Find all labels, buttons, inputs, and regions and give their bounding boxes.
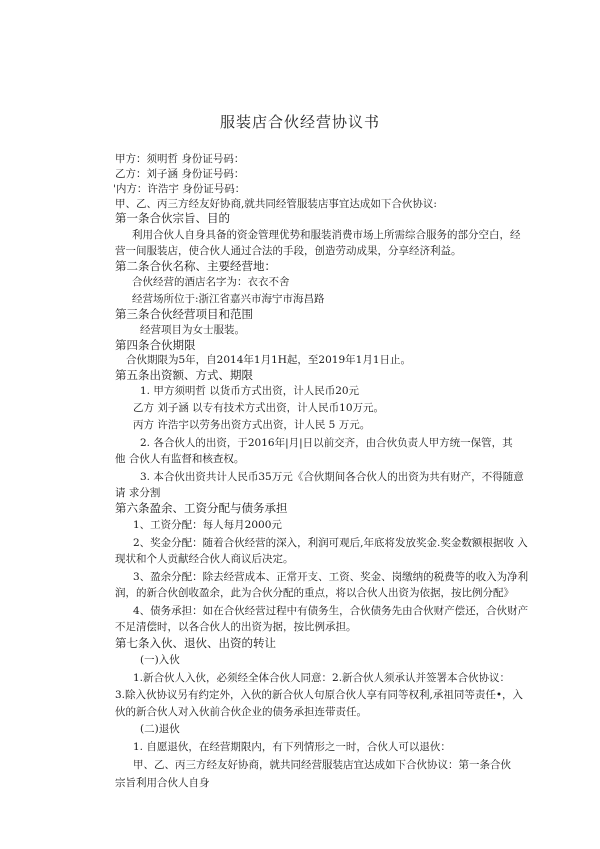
- article-6-text: 1、工资分配：每人每月2000元: [133, 519, 282, 531]
- article-4-heading: 第四条合伙期限: [115, 338, 196, 352]
- article-5-text: 他 合伙人有监督和核查权。: [115, 453, 245, 465]
- party-b-line: 乙方：刘子涵 身份证号码：: [115, 168, 245, 180]
- article-6-text: 润，的新合伙创收盈余，此为合伙分配的重点，将以合伙人出资为依据，按比例分配》: [115, 587, 514, 599]
- party-a-line: 甲方：须明哲 身份证号码：: [115, 153, 245, 165]
- article-4-text: 合伙期限为5年，自2014年1月1H起，至2019年1月1日止。: [126, 354, 412, 366]
- article-5-text: 1. 甲方须明哲 以货币方式出资，计人民币20元: [140, 385, 360, 397]
- article-5-text: 3. 本合伙出资共计人民币35万元《合伙期间各合伙人的出资为共有财产，不得随意: [140, 471, 524, 483]
- article-5-text: 2. 各合伙人的出资，于2016年|月|日以前交齐，由合伙负责人甲方统一保管，其: [140, 437, 513, 449]
- document-title: 服装店合伙经营协议书: [219, 113, 380, 131]
- article-1-text: 营一间服装店，使合伙人通过合法的手段，创造劳动成果，分享经济利益。: [115, 245, 462, 257]
- article-7-text: 1.新合伙人入伙，必须经全体合伙人同意：2.新合伙人须承认并签署本合伙协议：: [133, 672, 511, 684]
- article-6-text: 4、债务承担：如在合伙经营过程中有债务生，合伙债务先由合伙财产偿还，合伙财产: [133, 605, 529, 617]
- intro-line: 甲、乙、丙三方经友好协商,就共同经管服装店事宜达成如下合伙协议:: [115, 198, 437, 210]
- article-2-text: 经营场所位于:浙江省嘉兴市海宁市海昌路: [132, 293, 325, 305]
- subsection-withdraw: (二)退伙: [140, 723, 180, 735]
- article-6-text: 2、奖金分配：随着合伙经营的深入，利润可观后,年底将发放奖金.奖金数额根据收 入: [133, 537, 528, 549]
- party-c-line: '内方：许浩宇 身份证号码：: [113, 183, 246, 195]
- article-6-heading: 第六条盈余、工资分配与债务承担: [115, 501, 288, 515]
- article-6-text: 现状和个人贡献经合伙人商议后决定。: [115, 553, 294, 565]
- article-7-text: 1. 自愿退伙，在经营期限内，有下列情形之一时，合伙人可以退伙：: [133, 741, 451, 753]
- article-7-text: 3.除入伙协议另有约定外，入伙的新合伙人句原合伙人享有同等权利,承祖同等责任•，入: [115, 689, 524, 701]
- article-6-text: 不足清偿时，以各合伙人的出资为据，按比例承担。: [115, 621, 357, 633]
- article-2-text: 合伙经营的酒店名字为：衣衣不舍: [132, 276, 290, 288]
- article-7-text: 伙的新合伙人对入伙前合伙企业的债务承担连带责任。: [115, 706, 367, 718]
- article-7-text: 宗旨利用合伙人自身: [115, 777, 210, 789]
- article-1-heading: 第一条合伙宗旨、目的: [115, 211, 230, 225]
- article-3-heading: 第三条合伙经营项目和范围: [115, 307, 253, 321]
- article-7-heading: 第七条入伙、退伙、出资的转让: [115, 636, 276, 650]
- article-1-text: 利用合伙人自身具备的资金管理优势和服装消费市场上所需综合服务的部分空白，经: [132, 229, 521, 241]
- article-7-text: 甲、乙、丙三方经友好协商，就共同经营服装店宜达成如下合伙协议：第一条合伙: [133, 759, 511, 771]
- article-3-text: 经营项目为女士服装。: [140, 324, 245, 336]
- subsection-join: (一)入伙: [140, 654, 180, 666]
- article-5-heading: 第五条出资额、方式、期限: [115, 368, 253, 382]
- article-6-text: 3、盈余分配：除去经营成本、正常开支、工资、奖金、岗缴纳的税费等的收入为净利: [133, 571, 529, 583]
- article-5-text: 乙方 刘子涵 以专有技术方式出资，计人民币10万元。: [133, 402, 385, 414]
- article-5-text: 丙方 许浩宇以劳务出资方式出资，计人民 5 万元。: [133, 419, 371, 431]
- article-5-text: 请 求分割: [115, 487, 161, 499]
- article-2-heading: 第二条合伙名称、主要经营地：: [115, 259, 276, 273]
